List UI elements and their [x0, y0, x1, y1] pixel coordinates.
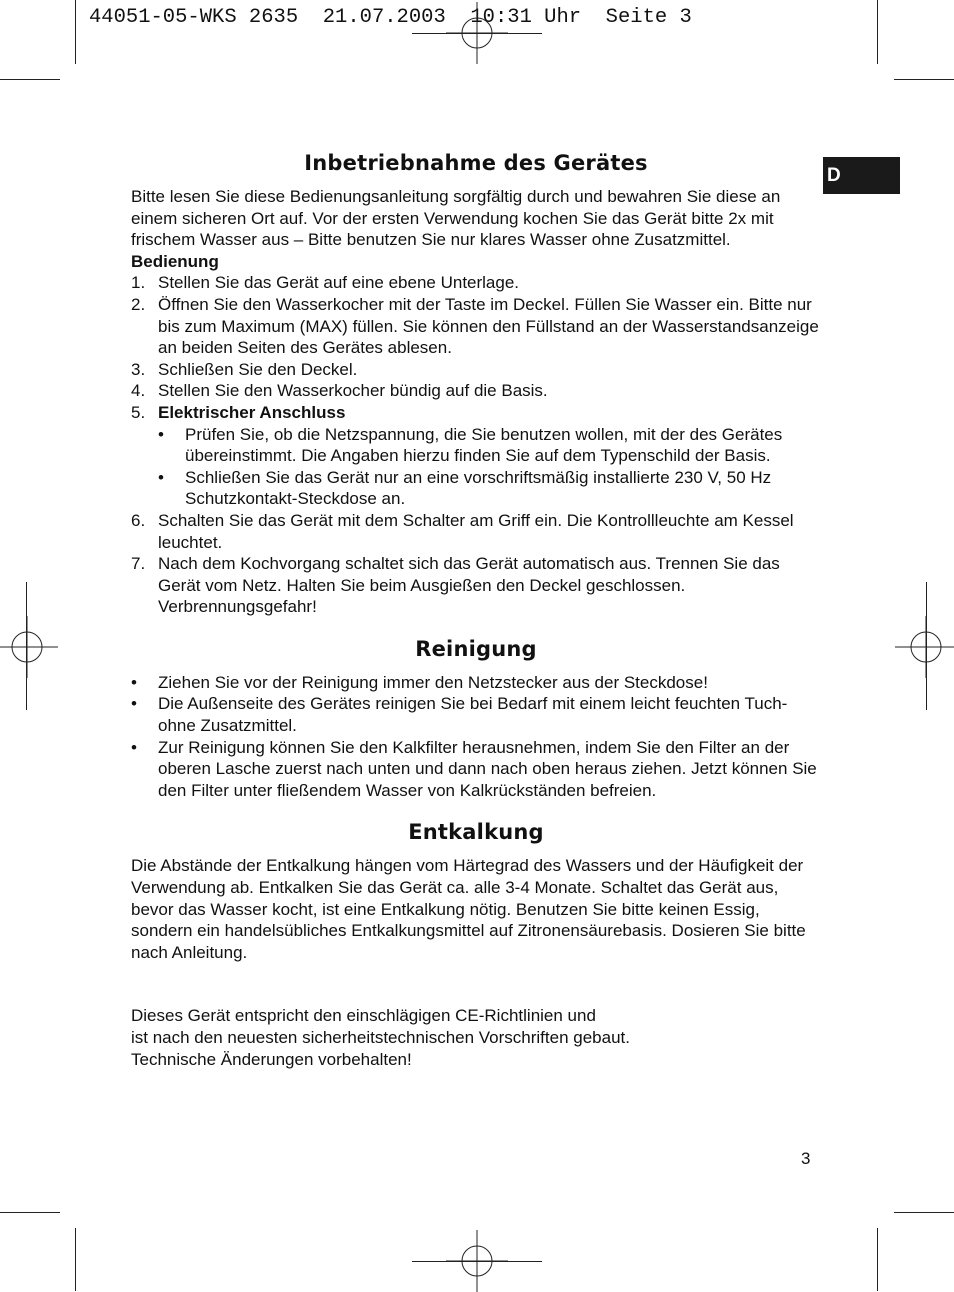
step5-bullets [131, 424, 821, 510]
steps-list [131, 272, 821, 618]
registration-line [26, 582, 27, 710]
list-item: • Schließen Sie das Gerät nur an eine vorschriftsmäßig installierte 230 V, 50 Hz Schutzkontakt-Steckdose an. [158, 467, 772, 509]
intro-paragraph: Bitte lesen Sie diese Bedienungsanleitung sorgfältig durch und bewahren Sie diese an einem sicheren Ort auf. Vor der ersten Verwendung kochen Sie das Gerät bitte 2x mit frischem Wasser aus – Bitte benutzen Sie nur klares Wasser ohne Zusatzmittel. [131, 187, 781, 250]
list-item: 6. Schalten Sie das Gerät mit dem Schalter am Griff ein. Die Kontrollleuchte am Kessel leuchtet. [131, 510, 794, 552]
crop-mark [0, 1212, 60, 1213]
language-tab: D [823, 157, 900, 194]
crop-mark [894, 1212, 954, 1213]
crop-mark [75, 0, 76, 64]
crop-mark [894, 79, 954, 80]
section-title-reinigung: Reinigung [415, 636, 537, 661]
crop-mark [75, 1228, 76, 1291]
registration-mark-icon [0, 616, 58, 678]
page-number: 3 [801, 1149, 811, 1168]
ce-note-line: Technische Änderungen vorbehalten! [131, 1049, 412, 1069]
list-item: • Prüfen Sie, ob die Netzspannung, die Sie benutzen wollen, mit der des Gerätes übereinstimmt. Die Angaben hierzu finden Sie auf dem Typenschild der Basis. [158, 424, 783, 466]
list-item: 5. Elektrischer Anschluss [131, 402, 346, 422]
entkalkung-paragraph: Die Abstände der Entkalkung hängen vom Härtegrad des Wassers und der Häufigkeit der Verwendung ab. Entkalken Sie das Gerät ca. alle 3-4 Monate. Schaltet das Gerät aus, bevor das Wasser kocht, ist eine Entkalkung nötig. Benutzen Sie bitte keinen Essig, sondern ein handelsübliches Entkalkungsmittel auf Zitronensäurebasis. Dosieren Sie bitte nach Anleitung. [131, 856, 806, 962]
crop-mark [877, 0, 878, 64]
ce-note-line: Dieses Gerät entspricht den einschlägigen CE-Richtlinien und [131, 1006, 596, 1026]
list-item: 7. Nach dem Kochvorgang schaltet sich das Gerät automatisch aus. Trennen Sie das Gerät vom Netz. Halten Sie beim Ausgießen den Deckel geschlossen. Verbrennungsgefahr! [131, 554, 780, 617]
section-title-entkalkung: Entkalkung [408, 820, 544, 845]
print-slug: 44051-05-WKS 2635 21.07.2003 10:31 Uhr Seite 3 [89, 6, 692, 29]
list-item: 2. Öffnen Sie den Wasserkocher mit der Taste im Deckel. Füllen Sie Wasser ein. Bitte nur bis zum Maximum (MAX) füllen. Sie können den Füllstand an der Wasserstandsanzeige an beiden Seiten des Gerätes ablesen. [131, 294, 819, 358]
list-item: 4. Stellen Sie den Wasserkocher bündig auf die Basis. [131, 381, 548, 401]
registration-line [412, 1261, 542, 1262]
subheading-bedienung: Bedienung [131, 251, 219, 271]
list-item: • Ziehen Sie vor der Reinigung immer den Netzstecker aus der Steckdose! [131, 672, 708, 692]
reinigung-list [131, 672, 821, 802]
crop-mark [0, 79, 60, 80]
registration-mark-icon [895, 616, 954, 678]
crop-mark [877, 1228, 878, 1291]
page-content [131, 150, 821, 1070]
list-item: • Die Außenseite des Gerätes reinigen Sie bei Bedarf mit einem leicht feuchten Tuch- ohne Zusatzmittel. [131, 694, 788, 736]
list-item: • Zur Reinigung können Sie den Kalkfilter herausnehmen, indem Sie den Filter an der oberen Lasche zuerst nach unten und dann nach oben heraus ziehen. Jetzt können Sie den Filter unter fließendem Wasser von Kalkrückständen befreien. [131, 737, 817, 800]
registration-line [412, 33, 542, 34]
list-item: 3. Schließen Sie den Deckel. [131, 359, 358, 379]
list-item: 1. Stellen Sie das Gerät auf eine ebene Unterlage. [131, 273, 520, 293]
registration-line [926, 582, 927, 710]
section-title-inbetriebnahme: Inbetriebnahme des Gerätes [304, 151, 648, 175]
ce-note-line: ist nach den neuesten sicherheitstechnischen Vorschriften gebaut. [131, 1028, 630, 1047]
